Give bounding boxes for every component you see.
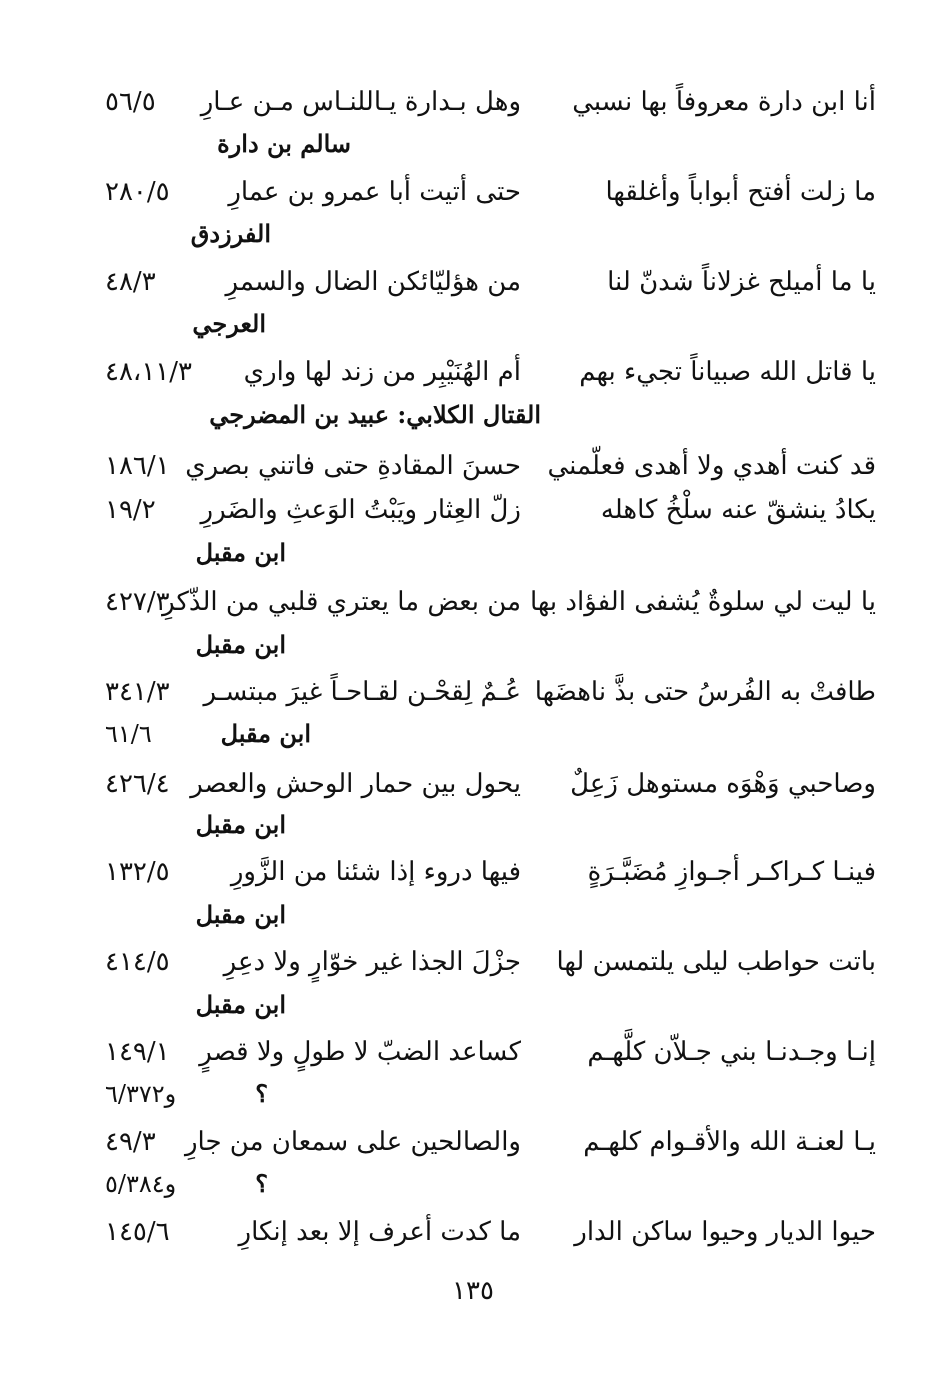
volume-page-reference: ١٤٥/٦ <box>105 1217 170 1247</box>
verse-second-hemistich: من بعض ما يعتري قلبي من الذّكرِ <box>162 587 521 617</box>
volume-page-reference: ٤٨،١١/٣ <box>105 357 192 387</box>
volume-page-reference: ٤٢٦/٤ <box>105 769 170 799</box>
verse-line <box>0 446 946 486</box>
poet-name: ابن مقبل <box>195 900 286 929</box>
verse-second-hemistich: زلّ العِثار ويَبْتُ الوَعثِ والضَررِ <box>200 495 521 525</box>
volume-page-reference: ٤١٤/٥ <box>105 947 170 977</box>
poet-name: ابن مقبل <box>195 538 286 567</box>
verse-second-hemistich: من هؤليّائكن الضال والسمرِ <box>225 267 521 297</box>
verse-second-hemistich: كساعد الضبّ لا طولٍ ولا قصرٍ <box>199 1037 521 1067</box>
verse-second-hemistich: حسنَ المقادةِ حتى فاتني بصري <box>185 451 521 481</box>
verse-line <box>0 82 946 122</box>
verse-line <box>0 852 946 892</box>
volume-page-reference: ٢٨٠/٥ <box>105 177 170 207</box>
page-number: ١٣٥ <box>452 1276 494 1306</box>
volume-page-reference: ٤٨/٣ <box>105 267 156 297</box>
verse-first-hemistich: يكادُ ينشقّ عنه سلْخُ كاهله <box>600 495 876 525</box>
volume-page-reference: ١٨٦/١ <box>105 451 170 481</box>
verse-first-hemistich: يا ما أميلح غزلاناً شدنّ لنا <box>607 267 876 297</box>
verse-line <box>0 1122 946 1162</box>
verse-line <box>0 262 946 302</box>
verse-line <box>0 172 946 212</box>
verse-line <box>0 490 946 530</box>
verse-line <box>0 672 946 712</box>
verse-first-hemistich: قد كنت أهدي ولا أهدى فعلّمني <box>547 451 876 481</box>
poet-name: ابن مقبل <box>195 990 286 1019</box>
volume-page-reference: ٥٦/٥ <box>105 87 156 117</box>
volume-page-reference: ٤٩/٣ <box>105 1127 156 1157</box>
volume-page-reference: ١٤٩/١ <box>105 1037 170 1067</box>
poet-name: ابن مقبل <box>195 810 286 839</box>
poet-name: العرجي <box>192 309 266 338</box>
volume-page-reference: ١٣٢/٥ <box>105 857 170 887</box>
verse-line <box>0 764 946 804</box>
poet-name: ابن مقبل <box>220 719 311 748</box>
verse-second-hemistich: جزْلَ الجذا غير خوّارٍ ولا دعِرِ <box>223 947 521 977</box>
verse-second-hemistich: عُـمٌ لِقحْـن لقـاحـاً غيرَ مبتسـر <box>203 677 521 707</box>
verse-first-hemistich: يا قاتل الله صبياناً تجيء بهم <box>579 357 876 387</box>
additional-reference: ٦١/٦ <box>105 720 152 748</box>
poet-name: سالم بن دارة <box>217 129 351 158</box>
verse-second-hemistich: ما كدت أعرف إلا بعد إنكارِ <box>238 1217 521 1247</box>
verse-line <box>0 352 946 392</box>
verse-first-hemistich: يـا لعنـة الله والأقـوام كلهـم <box>583 1127 876 1157</box>
verse-first-hemistich: ما زلت أفتح أبواباً وأغلقها <box>605 177 876 207</box>
verse-line <box>0 1032 946 1072</box>
verse-first-hemistich: يا ليت لي سلوةٌ يُشفى الفؤاد بها <box>529 587 876 617</box>
verse-second-hemistich: يحول بين حمار الوحش والعصر <box>190 769 521 799</box>
verse-second-hemistich: أم الهُنَيْبِر من زند لها واري <box>243 357 521 387</box>
verse-second-hemistich: حتى أتيت أبا عمرو بن عمارِ <box>228 177 521 207</box>
verse-second-hemistich: فيها دروء إذا شئنا من الزَّورِ <box>230 857 521 887</box>
verse-first-hemistich: أنا ابن دارة معروفاً بها نسبي <box>572 87 876 117</box>
poet-name: الفرزدق <box>190 219 271 248</box>
additional-reference: و٦/٣٧٢ <box>105 1080 177 1108</box>
volume-page-reference: ١٩/٢ <box>105 495 156 525</box>
poet-name: ؟ <box>255 1079 268 1108</box>
poet-name: ابن مقبل <box>195 630 286 659</box>
verse-first-hemistich: إنـا وجـدنـا بني جـلاّن كلَّهـم <box>587 1037 876 1067</box>
verse-line <box>0 942 946 982</box>
poet-name: القتال الكلابي: عبيد بن المضرجي <box>209 400 541 429</box>
verse-line <box>0 1212 946 1252</box>
additional-reference: و٥/٣٨٤ <box>105 1170 177 1198</box>
verse-second-hemistich: والصالحين على سمعان من جارِ <box>184 1127 521 1157</box>
poet-name: ؟ <box>255 1169 268 1198</box>
verse-line <box>0 582 946 622</box>
verse-first-hemistich: حيوا الديار وحيوا ساكن الدار <box>574 1217 876 1247</box>
verse-second-hemistich: وهل بـدارة يـاللنـاس مـن عـارِ <box>200 87 521 117</box>
verse-first-hemistich: طافتْ به الفُرسُ حتى بذَّ ناهضَها <box>534 677 876 707</box>
volume-page-reference: ٣٤١/٣ <box>105 677 170 707</box>
verse-first-hemistich: وصاحبي وَهْوَه مستوهل زَعِلٌ <box>570 769 876 799</box>
verse-first-hemistich: باتت حواطب ليلى يلتمسن لها <box>556 947 876 977</box>
verse-first-hemistich: فينـا كـراكـر أجـوازِ مُضَبَّـرَةٍ <box>587 857 876 887</box>
volume-page-reference: ٤٢٧/٣ <box>105 587 170 617</box>
